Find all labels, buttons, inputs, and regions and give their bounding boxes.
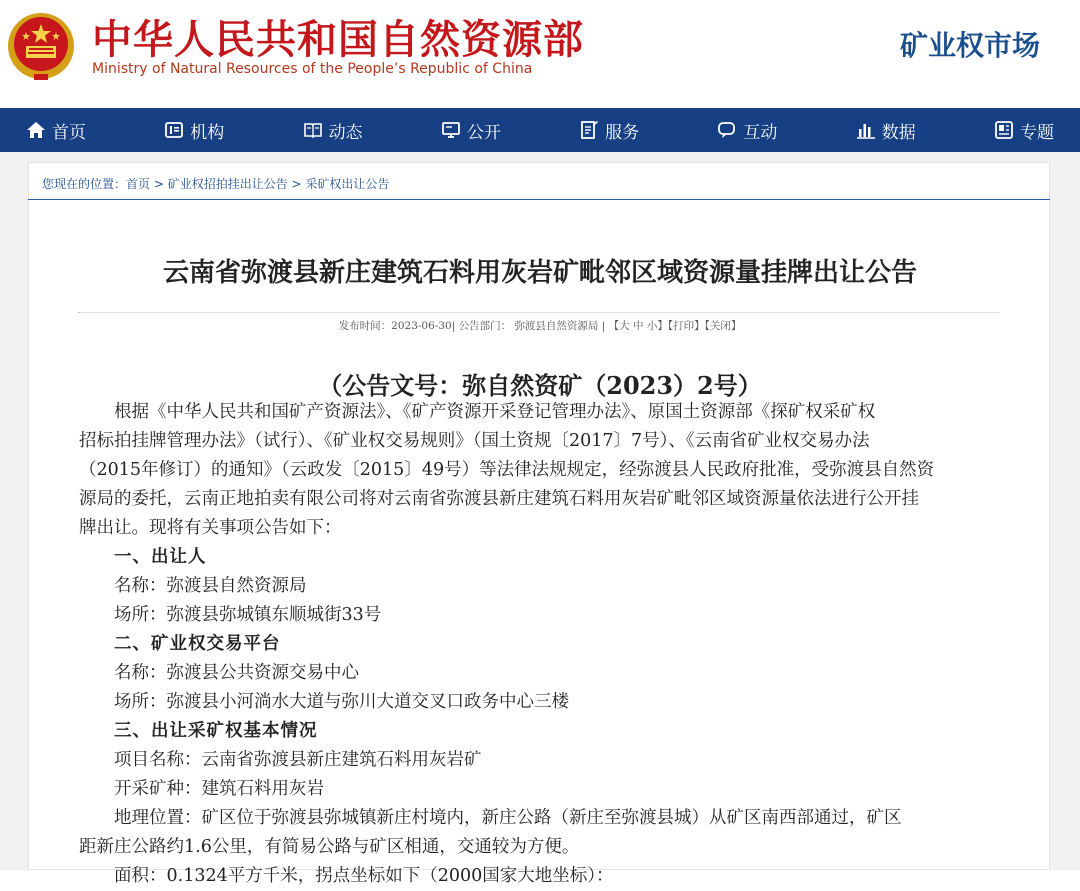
breadcrumb-home[interactable]: 首页 <box>126 177 151 191</box>
paragraph: 开采矿种：建筑石料用灰岩 <box>114 779 324 799</box>
org-icon <box>164 120 184 140</box>
nav-item-label: 公开 <box>466 122 501 143</box>
print-button[interactable]: 【打印】 <box>667 320 705 332</box>
section-heading: 一、出让人 <box>114 547 207 567</box>
breadcrumb-separator: > <box>287 177 306 191</box>
site-subtitle: Ministry of Natural Resources of the People’s Republic of China <box>92 61 533 77</box>
topic-icon <box>994 120 1014 140</box>
site-header <box>0 0 1080 108</box>
title-divider <box>78 312 1000 313</box>
paragraph: 场所：弥渡县弥城镇东顺城街33号 <box>114 605 382 625</box>
dept-name: 弥渡县自然资源局 <box>514 320 599 332</box>
nav-item-label: 首页 <box>52 122 86 143</box>
nav-item-public[interactable] <box>441 118 501 143</box>
section-heading: 二、矿业权交易平台 <box>114 634 281 654</box>
paragraph: 名称：弥渡县公共资源交易中心 <box>114 663 359 683</box>
close-button[interactable]: 【关闭】 <box>704 320 742 332</box>
nav-item-data[interactable] <box>856 118 916 143</box>
breadcrumb-tender-notices[interactable]: 矿业权招拍挂出让公告 <box>167 177 288 191</box>
article-body <box>79 398 999 891</box>
publish-date: 2023-06-30 <box>391 320 452 332</box>
section-heading: 三、出让采矿权基本情况 <box>114 721 318 741</box>
paragraph-line: 距新庄公路约1.6公里，有简易公路与矿区相通，交通较为方便。 <box>79 837 580 857</box>
nav-item-label: 服务 <box>605 122 640 143</box>
breadcrumb-prefix: 您现在的位置： <box>42 177 127 191</box>
paragraph-line: 地理位置：矿区位于弥渡县弥城镇新庄村境内，新庄公路（新庄至弥渡县城）从矿区南西部通过，矿区 <box>114 808 902 828</box>
paragraph: 名称：弥渡县自然资源局 <box>114 576 307 596</box>
screen-icon <box>441 120 461 140</box>
breadcrumb-mining-right-notices[interactable]: 采矿权出让公告 <box>305 177 390 191</box>
national-emblem-icon <box>6 8 76 88</box>
book-icon <box>303 120 323 140</box>
paragraph-line: 招标拍挂牌管理办法》（试行）、《矿业权交易规则》（国土资规〔2017〕7号）、《云南省矿业权交易办法 <box>79 431 870 451</box>
font-size-controls[interactable]: 【大 中 小】 <box>608 320 668 332</box>
nav-item-interact[interactable] <box>717 118 777 143</box>
paragraph: 面积：0.1324平方千米，拐点坐标如下（2000国家大地坐标）： <box>114 866 614 886</box>
site-title: 中华人民共和国自然资源部 <box>92 17 584 63</box>
paragraph-line: （2015年修订）的通知》（云政发〔2015〕49号）等法律法规规定，经弥渡县人民政府批准，受弥渡县自然资 <box>79 460 935 480</box>
article-meta: 发布时间：2023-06-30| 公告部门： 弥渡县自然资源局 | 【大 中 小】【打印】【关闭】 <box>338 320 742 332</box>
paragraph-line: 根据《中华人民共和国矿产资源法》、《矿产资源开采登记管理办法》、原国土资源部《探矿权采矿权 <box>114 402 876 422</box>
publish-date-label: 发布时间： <box>338 320 392 332</box>
paragraph: 场所：弥渡县小河淌水大道与弥川大道交叉口政务中心三楼 <box>114 692 569 712</box>
chat-icon <box>717 120 737 140</box>
nav-item-service[interactable] <box>579 118 639 143</box>
paragraph-line: 牌出让。现将有关事项公告如下： <box>79 518 342 538</box>
article-title: 云南省弥渡县新庄建筑石料用灰岩矿毗邻区域资源量挂牌出让公告 <box>162 258 917 288</box>
paragraph-line: 源局的委托，云南正地拍卖有限公司将对云南省弥渡县新庄建筑石料用灰岩矿毗邻区域资源量依法进行公开挂 <box>79 489 919 509</box>
breadcrumb-separator: > <box>150 177 168 191</box>
nav-item-home[interactable] <box>26 118 86 143</box>
nav-item-label: 专题 <box>1019 122 1054 143</box>
breadcrumb-divider <box>28 199 1050 200</box>
nav-item-label: 互动 <box>743 122 778 143</box>
channel-name[interactable]: 矿业权市场 <box>899 29 1040 62</box>
document-edit-icon <box>579 120 599 140</box>
nav-item-label: 机构 <box>190 122 225 143</box>
nav-item-org[interactable] <box>164 118 224 143</box>
nav-item-topic[interactable] <box>994 118 1054 143</box>
breadcrumb <box>42 175 389 192</box>
main-nav <box>0 108 1080 152</box>
nav-item-label: 数据 <box>881 122 916 143</box>
bar-chart-icon <box>856 120 876 140</box>
nav-item-label: 动态 <box>328 122 363 143</box>
nav-item-news[interactable] <box>303 118 363 143</box>
paragraph: 项目名称：云南省弥渡县新庄建筑石料用灰岩矿 <box>114 750 482 770</box>
home-icon <box>26 120 46 140</box>
dept-label: 公告部门： <box>458 320 512 332</box>
document-number: （公告文号：弥自然资矿（2023）2号） <box>318 371 762 400</box>
